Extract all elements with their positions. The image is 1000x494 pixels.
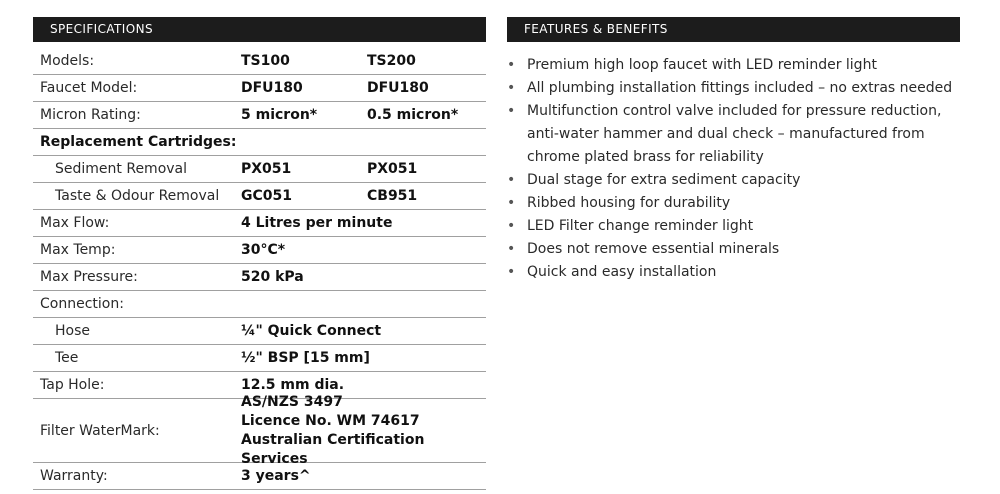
- feature-item: [507, 77, 960, 100]
- bullet-icon: •: [507, 241, 516, 257]
- spec-label: Faucet Model:: [40, 80, 138, 96]
- feature-text: Dual stage for extra sediment capacity: [527, 172, 801, 188]
- spec-value: ¼" Quick Connect: [241, 323, 382, 339]
- spec-row-max-temp: [33, 237, 486, 264]
- spec-value-ts200: PX051: [367, 161, 418, 177]
- spec-value: 12.5 mm dia.: [241, 377, 345, 393]
- watermark-line: Licence No. WM 74617: [241, 412, 420, 429]
- spec-label: Connection:: [40, 296, 124, 312]
- spec-value-watermark: [241, 393, 481, 469]
- spec-label: Models:: [40, 53, 95, 69]
- feature-item: [507, 215, 960, 238]
- spec-value: 3 years^: [241, 468, 311, 484]
- spec-value-ts100: TS100: [241, 53, 290, 69]
- spec-label: Hose: [55, 323, 90, 339]
- spec-row-sediment-removal: [33, 156, 486, 183]
- feature-item: [507, 192, 960, 215]
- spec-row-max-flow: [33, 210, 486, 237]
- feature-text: All plumbing installation fittings included – no extras needed: [527, 80, 953, 96]
- spec-label: Warranty:: [40, 468, 108, 484]
- spec-value: 30°C*: [241, 242, 286, 258]
- spec-value-ts200: DFU180: [367, 80, 429, 96]
- specifications-table: [33, 48, 486, 490]
- spec-row-hose: [33, 318, 486, 345]
- spec-value-ts100: PX051: [241, 161, 292, 177]
- spec-row-filter-watermark: [33, 393, 486, 467]
- spec-value-ts100: 5 micron*: [241, 107, 318, 123]
- spec-row-connection: [33, 291, 486, 318]
- feature-text: Premium high loop faucet with LED reminder light: [527, 57, 877, 73]
- bullet-icon: •: [507, 80, 516, 96]
- feature-item: [507, 100, 960, 169]
- spec-row-warranty: [33, 463, 486, 490]
- spec-label: Max Flow:: [40, 215, 110, 231]
- watermark-line: AS/NZS 3497: [241, 393, 343, 410]
- spec-row-tee: [33, 345, 486, 372]
- features-list: [507, 54, 960, 284]
- spec-value-ts200: CB951: [367, 188, 418, 204]
- spec-label: Taste & Odour Removal: [55, 188, 220, 204]
- feature-text: Quick and easy installation: [527, 264, 717, 280]
- spec-row-taste-odour-removal: [33, 183, 486, 210]
- feature-item: [507, 238, 960, 261]
- spec-value: 4 Litres per minute: [241, 215, 393, 231]
- bullet-icon: •: [507, 195, 516, 211]
- spec-row-models: [33, 48, 486, 75]
- spec-value: ½" BSP [15 mm]: [241, 350, 370, 366]
- spec-label: Tee: [55, 350, 79, 366]
- spec-label: Micron Rating:: [40, 107, 141, 123]
- spec-value-ts200: 0.5 micron*: [367, 107, 459, 123]
- watermark-line: Australian Certification Services: [241, 431, 425, 467]
- spec-value: 520 kPa: [241, 269, 304, 285]
- feature-item: [507, 54, 960, 77]
- spec-value-ts100: DFU180: [241, 80, 303, 96]
- spec-label: Max Pressure:: [40, 269, 138, 285]
- spec-label: Filter WaterMark:: [40, 422, 160, 439]
- feature-text: Ribbed housing for durability: [527, 195, 731, 211]
- spec-label: Sediment Removal: [55, 161, 188, 177]
- feature-text: Multifunction control valve included for pressure reduction, anti-water hammer and dual check – manufactured from chrome plated brass for reliability: [527, 103, 942, 165]
- feature-text: LED Filter change reminder light: [527, 218, 754, 234]
- features-header: FEATURES & BENEFITS: [507, 17, 960, 42]
- spec-label: Tap Hole:: [40, 377, 105, 393]
- specifications-header: SPECIFICATIONS: [33, 17, 486, 42]
- spec-label: Replacement Cartridges:: [40, 134, 237, 150]
- feature-item: [507, 169, 960, 192]
- spec-value-ts200: TS200: [367, 53, 416, 69]
- spec-row-replacement-cartridges: [33, 129, 486, 156]
- feature-text: Does not remove essential minerals: [527, 241, 780, 257]
- bullet-icon: •: [507, 264, 516, 280]
- feature-item: [507, 261, 960, 284]
- spec-value-ts100: GC051: [241, 188, 292, 204]
- bullet-icon: •: [507, 103, 516, 119]
- spec-label: Max Temp:: [40, 242, 116, 258]
- bullet-icon: •: [507, 218, 516, 234]
- spec-row-micron-rating: [33, 102, 486, 129]
- spec-row-max-pressure: [33, 264, 486, 291]
- spec-row-faucet-model: [33, 75, 486, 102]
- bullet-icon: •: [507, 172, 516, 188]
- bullet-icon: •: [507, 57, 516, 73]
